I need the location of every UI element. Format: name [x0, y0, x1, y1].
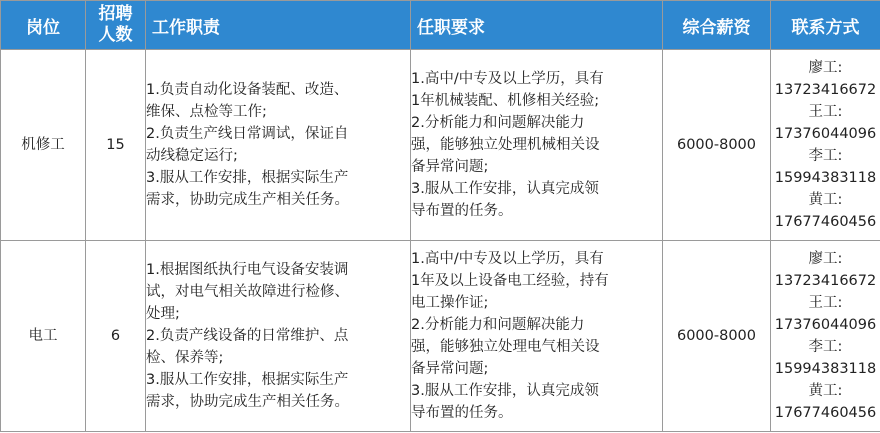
- requirement-line: 3.服从工作安排，认真完成领: [411, 383, 599, 399]
- header-requirements: 任职要求: [411, 1, 663, 50]
- requirements-cell: [411, 241, 663, 432]
- requirement-line: 1年机械装配、机修相关经验;: [411, 93, 600, 109]
- duty-line: 维保、点检等工作;: [146, 104, 267, 120]
- contact-name: 黄工:: [808, 192, 843, 208]
- contact-name: 黄工:: [808, 383, 843, 399]
- duty-line: 试，对电气相关故障进行检修、: [146, 284, 349, 300]
- contact-name: 李工:: [808, 339, 843, 355]
- contact-name: 王工:: [808, 295, 843, 311]
- requirement-line: 备异常问题;: [411, 159, 489, 175]
- requirement-line: 备异常问题;: [411, 361, 489, 377]
- duty-line: 3.服从工作安排，根据实际生产: [146, 372, 349, 388]
- contact-phone: 17677460456: [774, 214, 877, 230]
- contact-phone: 13723416672: [774, 82, 877, 98]
- contact-phone: 15994383118: [774, 170, 877, 186]
- contact-phone: 17677460456: [774, 405, 877, 421]
- duty-line: 2.负责产线设备的日常维护、点: [146, 328, 349, 344]
- header-salary: 综合薪资: [663, 1, 771, 50]
- requirement-line: 电工操作证;: [411, 295, 489, 311]
- contact-phone: 17376044096: [774, 317, 877, 333]
- header-row: [1, 1, 880, 50]
- count-cell: 15: [86, 50, 146, 241]
- duty-line: 3.服从工作安排，根据实际生产: [146, 170, 349, 186]
- table-row: [1, 241, 880, 432]
- header-count-line2: 人数: [98, 25, 133, 45]
- requirements-cell: [411, 50, 663, 241]
- duty-line: 检、保养等;: [146, 350, 224, 366]
- requirement-line: 强，能够独立处理机械相关设: [411, 137, 600, 153]
- requirement-line: 2.分析能力和问题解决能力: [411, 317, 585, 333]
- count-cell: 6: [86, 241, 146, 432]
- salary-cell: 6000-8000: [663, 241, 771, 432]
- contact-phone: 17376044096: [774, 126, 877, 142]
- salary-cell: 6000-8000: [663, 50, 771, 241]
- contact-cell: [771, 241, 880, 432]
- contact-name: 廖工:: [808, 60, 843, 76]
- duty-line: 需求，协助完成生产相关任务。: [146, 192, 349, 208]
- duty-line: 2.负责生产线日常调试，保证自: [146, 126, 349, 142]
- contact-name: 李工:: [808, 148, 843, 164]
- requirement-line: 导布置的任务。: [411, 203, 513, 219]
- contact-phone: 13723416672: [774, 273, 877, 289]
- contact-name: 廖工:: [808, 251, 843, 267]
- table-body: [1, 50, 880, 432]
- requirement-line: 1.高中/中专及以上学历，具有: [411, 71, 604, 87]
- duty-line: 1.负责自动化设备装配、改造、: [146, 82, 349, 98]
- header-position: 岗位: [1, 1, 86, 50]
- duties-cell: [146, 50, 411, 241]
- requirement-line: 1年及以上设备电工经验，持有: [411, 273, 609, 289]
- requirement-line: 2.分析能力和问题解决能力: [411, 115, 585, 131]
- requirement-line: 3.服从工作安排，认真完成领: [411, 181, 599, 197]
- header-count-line1: 招聘: [98, 4, 133, 24]
- header-duties: 工作职责: [146, 1, 411, 50]
- duty-line: 动线稳定运行;: [146, 148, 238, 164]
- duties-cell: [146, 241, 411, 432]
- requirement-line: 1.高中/中专及以上学历，具有: [411, 251, 604, 267]
- header-contact: 联系方式: [771, 1, 880, 50]
- table-row: [1, 50, 880, 241]
- requirement-line: 导布置的任务。: [411, 405, 513, 421]
- position-cell: 机修工: [1, 50, 86, 241]
- contact-cell: [771, 50, 880, 241]
- contact-name: 王工:: [808, 104, 843, 120]
- position-cell: 电工: [1, 241, 86, 432]
- duty-line: 1.根据图纸执行电气设备安装调: [146, 262, 349, 278]
- duty-line: 处理;: [146, 306, 180, 322]
- header-count: [86, 1, 146, 50]
- duty-line: 需求，协助完成生产相关任务。: [146, 394, 349, 410]
- requirement-line: 强，能够独立处理电气相关设: [411, 339, 600, 355]
- contact-phone: 15994383118: [774, 361, 877, 377]
